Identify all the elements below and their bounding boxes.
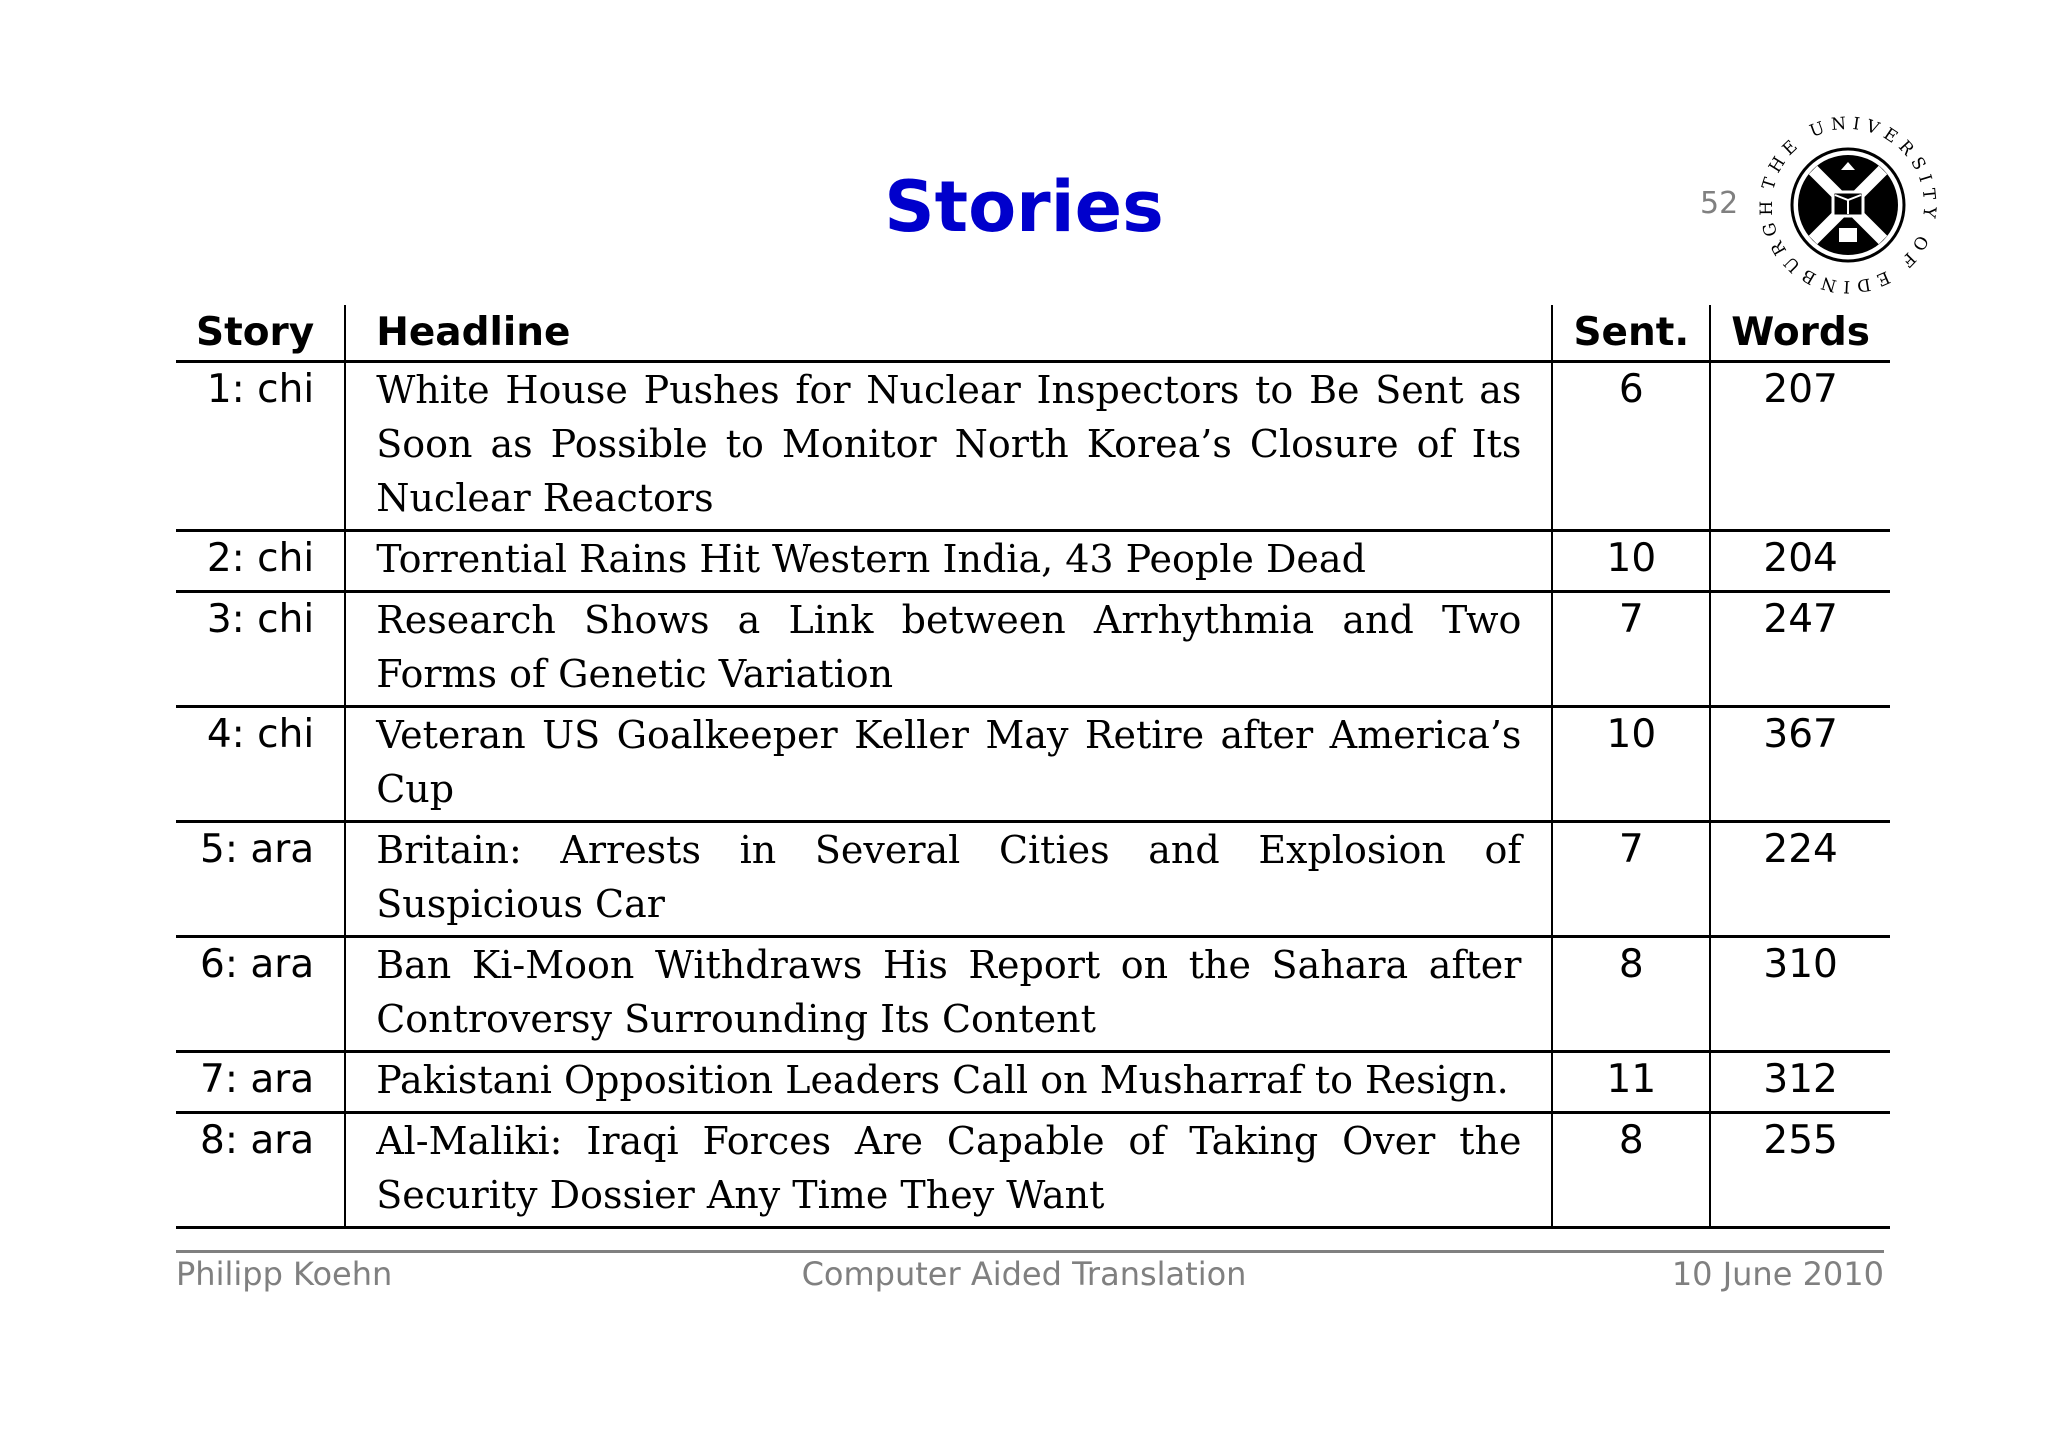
- sentence-count: 6: [1552, 362, 1710, 531]
- word-count: 255: [1710, 1113, 1890, 1228]
- header-story: Story: [176, 305, 345, 362]
- word-count: 207: [1710, 362, 1890, 531]
- table-row: [176, 1052, 1890, 1113]
- footer-course: Computer Aided Translation: [801, 1255, 1247, 1293]
- stories-table: [176, 305, 1890, 1229]
- word-count: 312: [1710, 1052, 1890, 1113]
- word-count: 204: [1710, 531, 1890, 592]
- headline: Torrential Rains Hit Western India, 43 People Dead: [345, 531, 1552, 592]
- table-row: [176, 1113, 1890, 1228]
- word-count: 224: [1710, 822, 1890, 937]
- header-sent: Sent.: [1552, 305, 1710, 362]
- sentence-count: 10: [1552, 531, 1710, 592]
- story-id: 7: ara: [176, 1052, 345, 1113]
- story-id: 6: ara: [176, 937, 345, 1052]
- story-id: 8: ara: [176, 1113, 345, 1228]
- sentence-count: 7: [1552, 592, 1710, 707]
- table-row: [176, 592, 1890, 707]
- table-row: [176, 531, 1890, 592]
- headline: Ban Ki-Moon Withdraws His Report on the Sahara after Controversy Surrounding Its Content: [345, 937, 1552, 1052]
- story-id: 5: ara: [176, 822, 345, 937]
- word-count: 310: [1710, 937, 1890, 1052]
- headline: Al-Maliki: Iraqi Forces Are Capable of Taking Over the Security Dossier Any Time They Want: [345, 1113, 1552, 1228]
- story-id: 1: chi: [176, 362, 345, 531]
- table-row: [176, 707, 1890, 822]
- word-count: 247: [1710, 592, 1890, 707]
- university-of-edinburgh-crest-icon: [1753, 110, 1943, 300]
- table-row: [176, 362, 1890, 531]
- sentence-count: 7: [1552, 822, 1710, 937]
- table-row: [176, 822, 1890, 937]
- headline: White House Pushes for Nuclear Inspectors to Be Sent as Soon as Possible to Monitor North Korea’s Closure of Its Nuclear Reactors: [345, 362, 1552, 531]
- story-id: 4: chi: [176, 707, 345, 822]
- logo-text: THE UNIVERSITY OF EDINBURGH: [1756, 113, 1940, 297]
- headline: Veteran US Goalkeeper Keller May Retire after America’s Cup: [345, 707, 1552, 822]
- table-row: [176, 937, 1890, 1052]
- page-number: 52: [1700, 186, 1739, 221]
- sentence-count: 8: [1552, 1113, 1710, 1228]
- sentence-count: 8: [1552, 937, 1710, 1052]
- sentence-count: 10: [1552, 707, 1710, 822]
- table-header-row: [176, 305, 1890, 362]
- story-id: 3: chi: [176, 592, 345, 707]
- headline: Britain: Arrests in Several Cities and Explosion of Suspicious Car: [345, 822, 1552, 937]
- sentence-count: 11: [1552, 1052, 1710, 1113]
- header-headline: Headline: [345, 305, 1552, 362]
- word-count: 367: [1710, 707, 1890, 822]
- slide-title: Stories: [884, 166, 1164, 248]
- headline: Research Shows a Link between Arrhythmia and Two Forms of Genetic Variation: [345, 592, 1552, 707]
- footer-author: Philipp Koehn: [176, 1255, 393, 1293]
- headline: Pakistani Opposition Leaders Call on Musharraf to Resign.: [345, 1052, 1552, 1113]
- story-id: 2: chi: [176, 531, 345, 592]
- header-words: Words: [1710, 305, 1890, 362]
- footer-date: 10 June 2010: [1671, 1255, 1884, 1293]
- footer-divider: [176, 1250, 1884, 1253]
